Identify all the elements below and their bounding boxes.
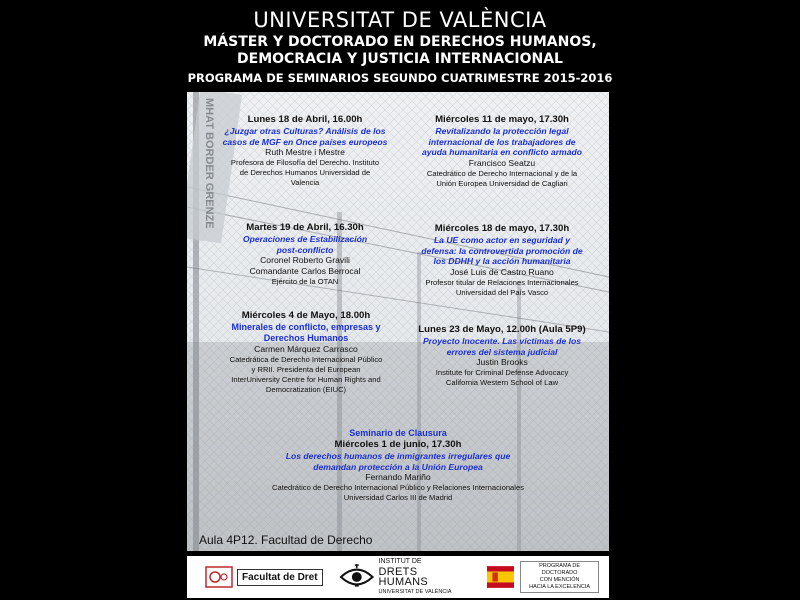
spain-coat-of-arms-icon bbox=[487, 565, 514, 589]
seminar-affiliation: Profesor titular de Relaciones Internacionales bbox=[425, 277, 579, 287]
seminar-3 bbox=[205, 222, 405, 287]
eye-icon bbox=[339, 564, 375, 590]
seminar-speaker: José Luis de Castro Ruano bbox=[450, 266, 554, 277]
seminar-4 bbox=[399, 223, 605, 298]
institut-label-university: UNIVERSITAT DE VALÈNCIA bbox=[378, 589, 452, 595]
seminar-affiliation: California Western School of Law bbox=[445, 378, 559, 387]
seminar-speaker: Justin Brooks bbox=[476, 357, 528, 367]
closing-seminar bbox=[207, 428, 589, 503]
seminar-affiliation: Unión Europea Universidad de Cagliari bbox=[436, 178, 568, 188]
seminar-affiliation: Ejército de la OTAN bbox=[271, 277, 339, 286]
seminar-date: Miércoles 11 de mayo, 17.30h bbox=[435, 114, 569, 125]
seminar-title-line: ¿Juzgar otras Culturas? Análisis de los bbox=[224, 126, 386, 136]
sign-word-2: BORDER bbox=[203, 132, 215, 180]
seminar-6 bbox=[399, 324, 605, 388]
ministry-line-1: PROGRAMA DE DOCTORADO bbox=[539, 563, 581, 576]
seminar-affiliation: Catedrático de Derecho Internacional Público y Relaciones Internacionales bbox=[271, 483, 524, 492]
seminar-affiliation: y RRII. Presidenta del European bbox=[251, 365, 361, 374]
seminar-date: Lunes 18 de Abril, 16.00h bbox=[247, 114, 363, 125]
seminar-title-line: post-conflicto bbox=[276, 244, 334, 255]
seminar-affiliation: Catedrática de Derecho Internacional Público bbox=[229, 355, 383, 364]
seminar-title-line: Derechos Humanos bbox=[263, 333, 349, 343]
sign-word-1: MHAT bbox=[203, 98, 215, 129]
seminar-date: Miércoles 4 de Mayo, 18.00h bbox=[241, 310, 371, 321]
seminar-affiliation: Catedrático de Derecho Internacional y de la bbox=[426, 168, 578, 178]
seminar-speaker: Francisco Seatzu bbox=[468, 157, 536, 168]
seminar-date: Martes 19 de Abril, 16.30h bbox=[246, 222, 364, 233]
seminar-affiliation: Universidad Carlos III de Madrid bbox=[343, 493, 453, 502]
seminar-title-line: los DDHH y la acción humanitaria bbox=[433, 256, 571, 266]
seminar-title-line: La UE como actor en seguridad y bbox=[433, 235, 571, 245]
seminar-speaker: Ruth Mestre i Mestre bbox=[265, 147, 345, 157]
seminar-affiliation: Universidad del País Vasco bbox=[455, 287, 549, 297]
institut-label-main: DRETS HUMANS bbox=[378, 566, 429, 588]
venue-text: Aula 4P12. Facultad de Derecho bbox=[199, 533, 373, 547]
ministry-excellence-logo bbox=[487, 556, 599, 598]
seminar-date: Miércoles 1 de junio, 17.30h bbox=[334, 439, 462, 450]
program-title-line-1: MÁSTER Y DOCTORADO EN DERECHOS HUMANOS, bbox=[203, 34, 597, 50]
seminar-title-line: errores del sistema judicial bbox=[446, 346, 558, 357]
seminar-affiliation: Institute for Criminal Defense Advocacy bbox=[435, 368, 569, 377]
university-title: UNIVERSITAT DE VALÈNCIA bbox=[253, 8, 547, 32]
seminar-title-line: demandan protección a la Unión Europea bbox=[313, 461, 483, 472]
seminar-title-line: Proyecto Inocente. Las víctimas de los bbox=[422, 336, 582, 346]
facultat-emblem-icon bbox=[205, 566, 233, 588]
ministry-line-3: HACIA LA EXCELENCIA bbox=[529, 584, 591, 590]
seminar-affiliation: Valencia bbox=[290, 178, 320, 187]
ministry-line-2: CON MENCIÓN bbox=[539, 577, 580, 583]
seminar-program-subtitle: PROGRAMA DE SEMINARIOS SEGUNDO CUATRIMESTRE 2015-2016 bbox=[187, 71, 613, 85]
logo-bar bbox=[187, 556, 609, 598]
seminar-title-line: Los derechos humanos de inmigrantes irregulares que bbox=[285, 451, 511, 461]
seminar-title-line: Revitalizando la protección legal bbox=[435, 126, 569, 136]
seminar-title-line: defensa: la controvertida promoción de bbox=[421, 245, 583, 256]
seminar-date: Miércoles 18 de mayo, 17.30h bbox=[434, 223, 570, 234]
seminar-speaker: Fernando Mariño bbox=[365, 472, 431, 482]
seminar-speaker: Comandante Carlos Berrocal bbox=[249, 266, 361, 276]
seminar-affiliation: Democratization (EIUC) bbox=[265, 385, 347, 394]
institut-label-small: INSTITUT DE bbox=[378, 558, 422, 565]
seminar-affiliation: InterUniversity Centre for Human Rights and bbox=[231, 375, 381, 384]
seminar-title-line: Minerales de conflicto, empresas y bbox=[231, 322, 381, 332]
seminar-5 bbox=[201, 310, 411, 395]
seminar-date: Lunes 23 de Mayo, 12.00h (Aula 5P9) bbox=[418, 324, 586, 335]
seminar-title-line: internacional de los trabajadores de bbox=[428, 136, 576, 147]
seminar-1 bbox=[205, 114, 405, 188]
facultat-de-dret-logo bbox=[205, 556, 325, 598]
seminar-title-line: ayuda humanitaria en conflicto armado bbox=[422, 147, 582, 157]
program-title-line-2: DEMOCRACIA Y JUSTICIA INTERNACIONAL bbox=[237, 51, 563, 67]
seminar-affiliation: de Derechos Humanos Universidad de bbox=[239, 168, 371, 177]
seminar-2 bbox=[399, 114, 605, 189]
closing-label: Seminario de Clausura bbox=[349, 428, 447, 438]
seminar-title-line: casos de MGF en Once países europeos bbox=[222, 136, 388, 147]
facultat-logo-text: Facultat de Dret bbox=[237, 569, 323, 586]
seminar-title-line: Operaciones de Estabilización bbox=[242, 234, 368, 244]
sign-word-3: GRENZE bbox=[203, 182, 215, 229]
seminar-speaker: Coronel Roberto Gravili bbox=[260, 255, 350, 265]
institut-drets-humans-logo bbox=[339, 556, 469, 598]
poster bbox=[187, 92, 609, 551]
seminar-speaker: Carmen Márquez Carrasco bbox=[254, 344, 358, 354]
seminar-affiliation: Profesora de Filosofía del Derecho. Instituto bbox=[230, 158, 380, 167]
